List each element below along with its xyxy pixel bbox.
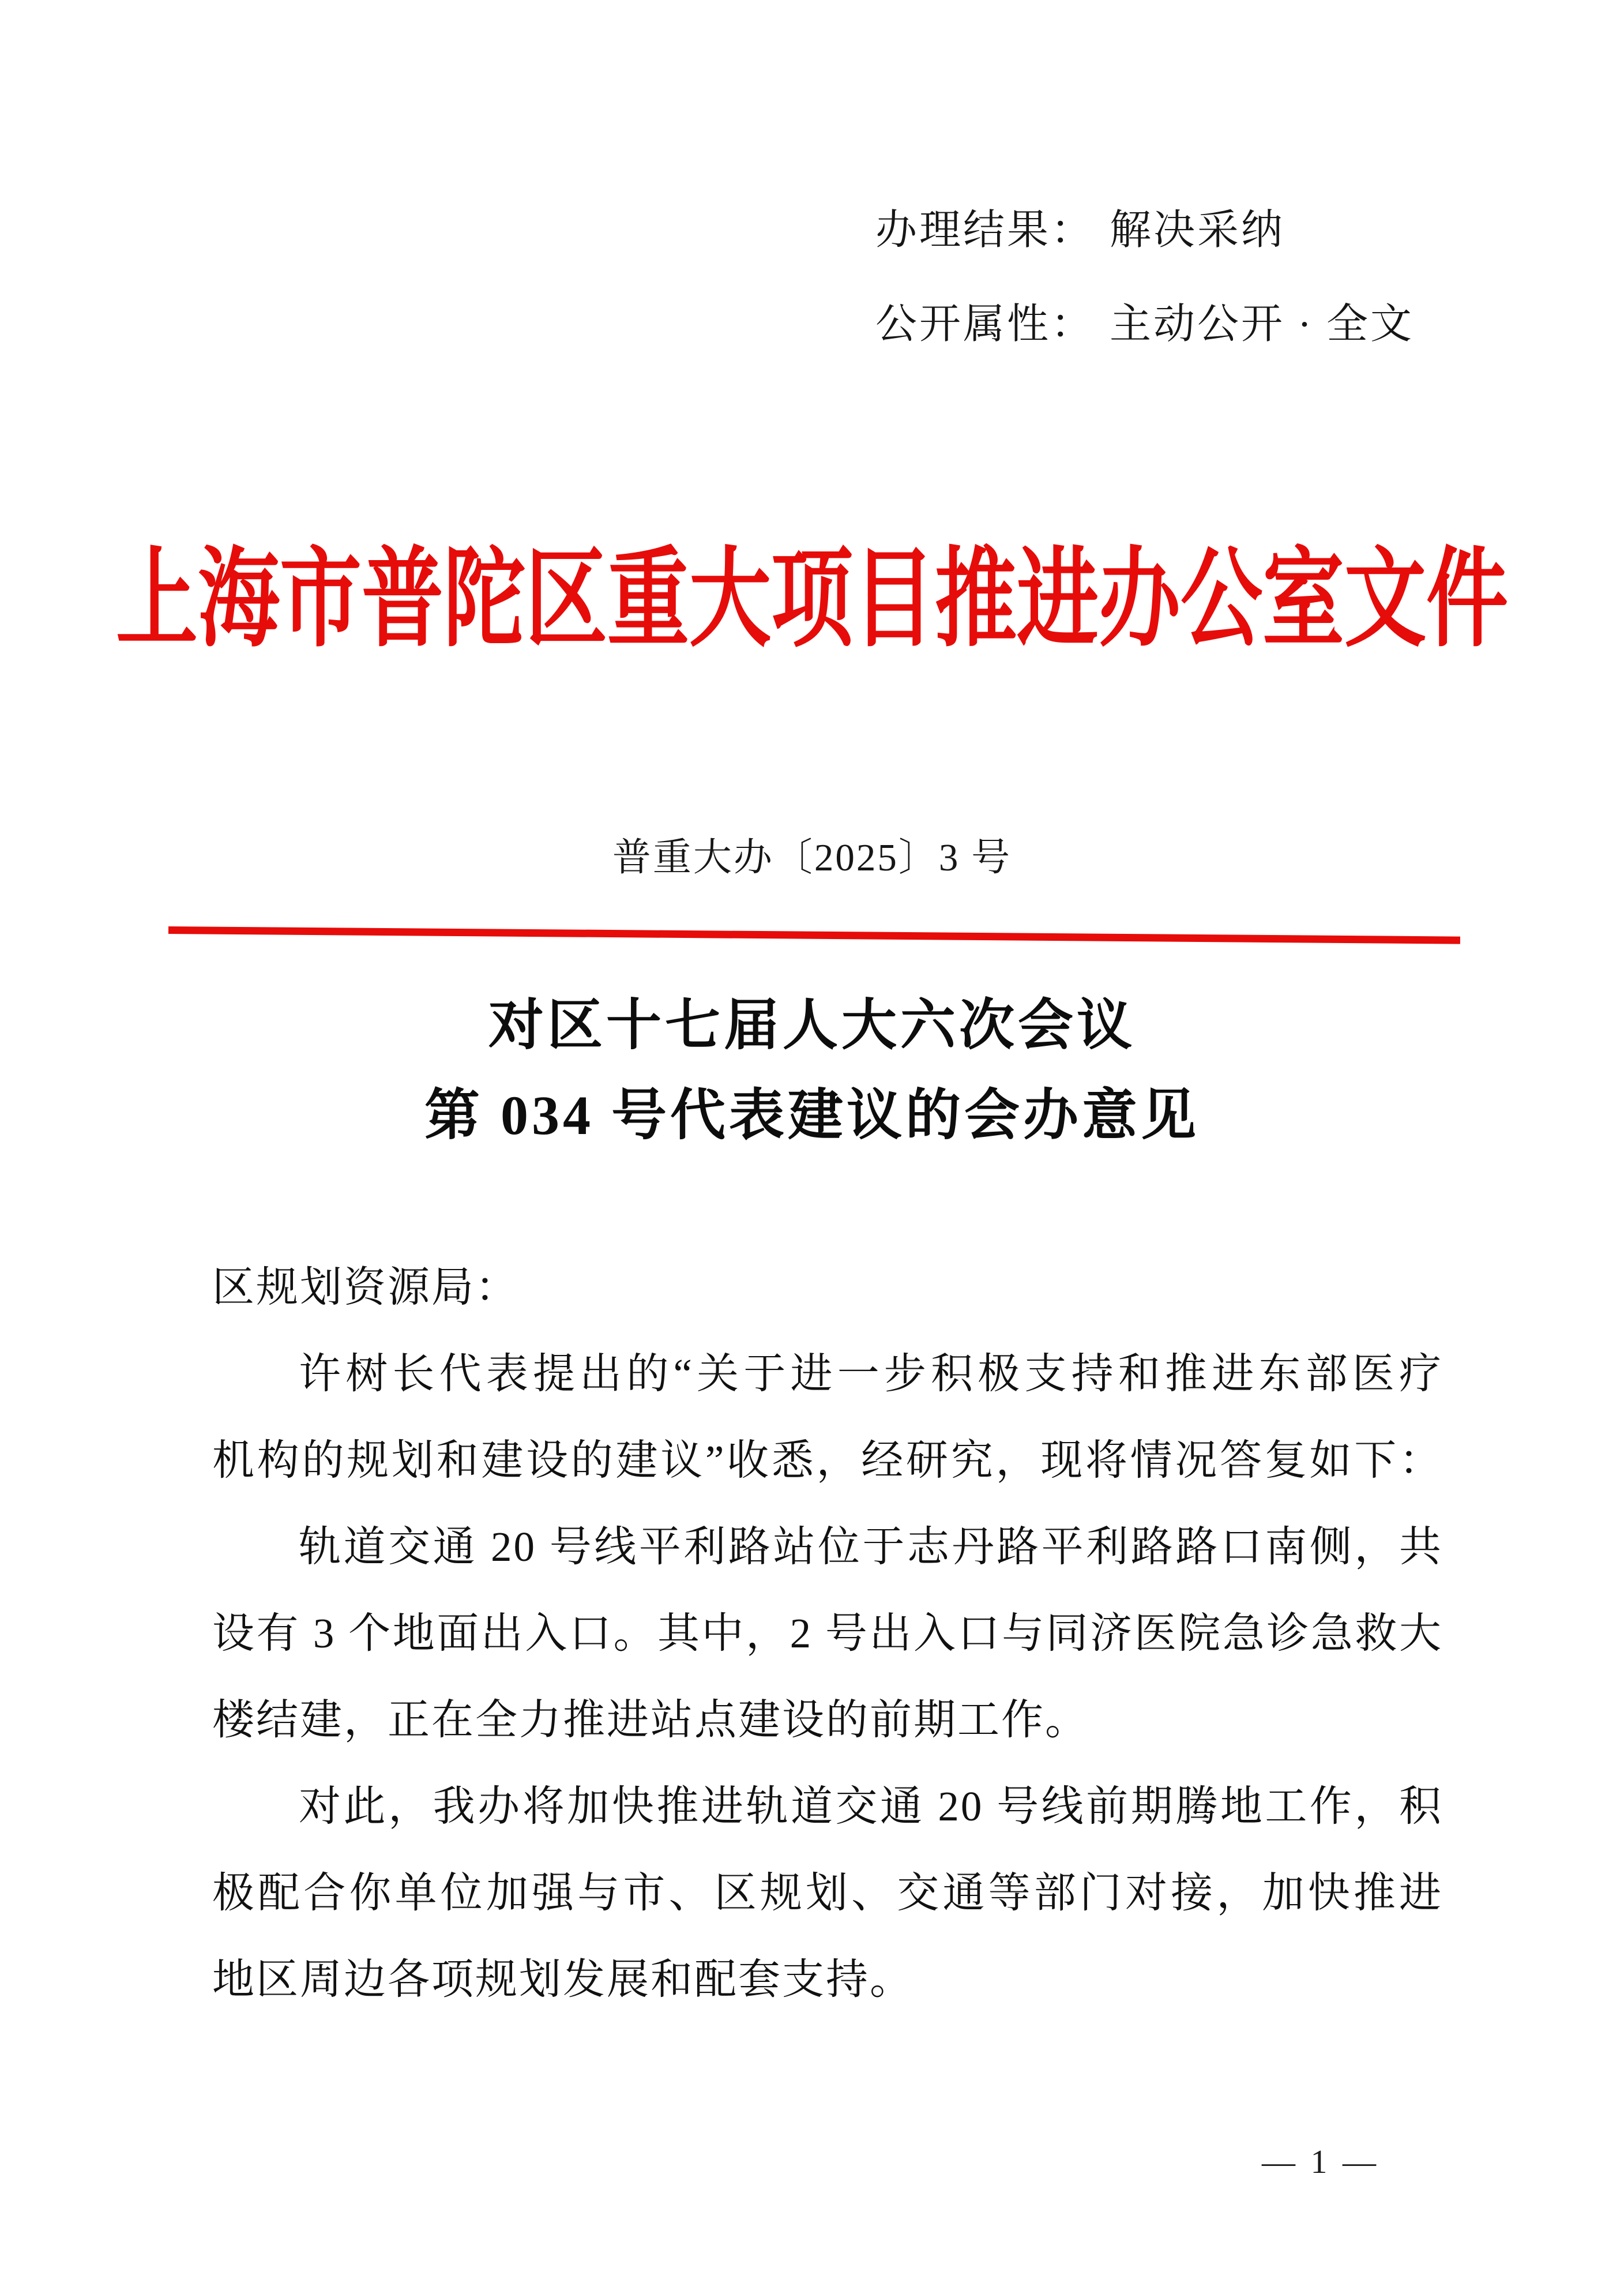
document-title-line1: 对区十七届人大六次会议 xyxy=(488,994,1136,1056)
publicity-attribute-value: 主动公开 · 全文 xyxy=(1110,301,1414,347)
body-text xyxy=(212,1244,1443,2023)
document-title xyxy=(0,981,1624,1161)
publicity-attribute-row xyxy=(875,297,1414,352)
publicity-attribute-label: 公开属性： xyxy=(875,301,1095,347)
meta-block xyxy=(875,203,1414,391)
body-line: 设有 3 个地面出入口。其中，2 号出入口与同济医院急诊急救大 xyxy=(212,1610,1443,1657)
body-line: 楼结建，正在全力推进站点建设的前期工作。 xyxy=(212,1696,1089,1743)
handling-result-row xyxy=(875,203,1414,258)
body-line: 机构的规划和建设的建议”收悉，经研究，现将情况答复如下： xyxy=(212,1437,1443,1484)
handling-result-value: 解决采纳 xyxy=(1110,207,1285,253)
body-line: 对此，我办将加快推进轨道交通 20 号线前期腾地工作，积 xyxy=(299,1783,1443,1830)
document-number: 普重大办〔2025〕3 号 xyxy=(612,836,1012,879)
page-number: — 1 — xyxy=(1262,2143,1379,2180)
body-line: 轨道交通 20 号线平利路站位于志丹路平利路路口南侧，共 xyxy=(299,1523,1443,1570)
red-divider-line xyxy=(168,926,1460,944)
masthead-title: 上海市普陀区重大项目推进办公室文件 xyxy=(116,539,1508,660)
document-title-line2: 第 034 号代表建议的会办意见 xyxy=(424,1084,1200,1146)
body-line: 地区周边各项规划发展和配套支持。 xyxy=(212,1956,913,2003)
body-line: 极配合你单位加强与市、区规划、交通等部门对接，加快推进 xyxy=(212,1869,1443,1916)
handling-result-label: 办理结果： xyxy=(875,207,1095,253)
salutation-line: 区规划资源局： xyxy=(212,1264,519,1311)
body-line: 许树长代表提出的“关于进一步积极支持和推进东部医疗 xyxy=(299,1350,1443,1397)
